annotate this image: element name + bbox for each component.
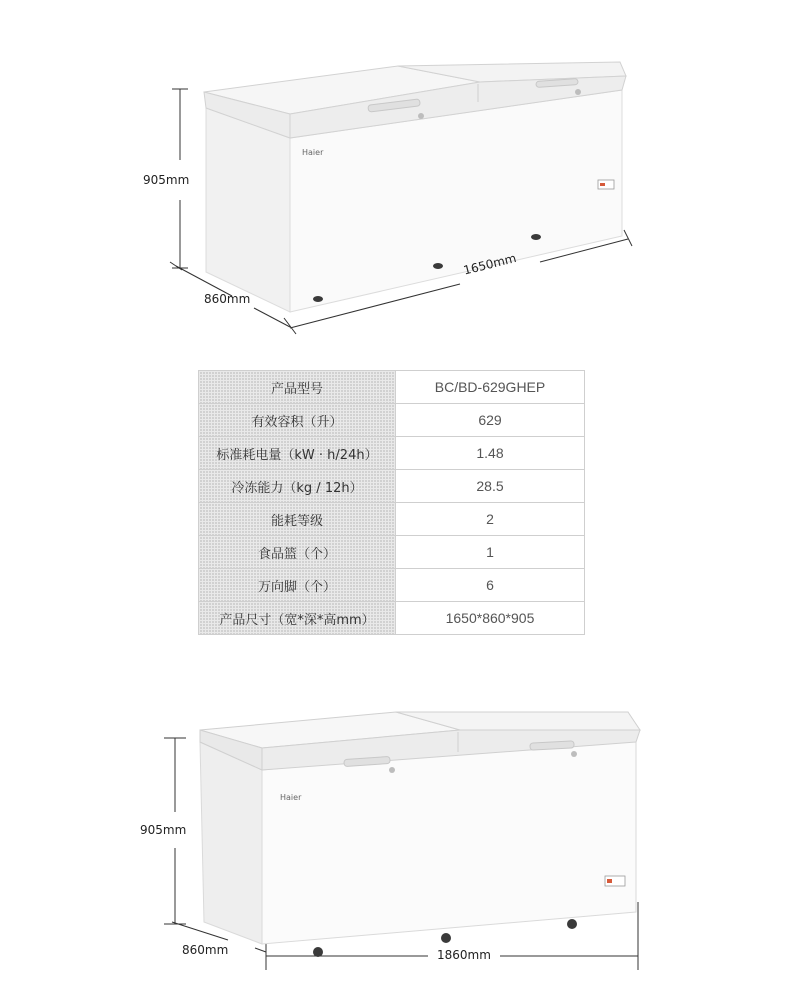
bottom-depth-label: 860mm [182,943,229,957]
table-row [199,437,585,470]
bottom-freezer-body [200,712,640,957]
spec-key: 冷冻能力（kg / 12h） [199,470,396,503]
spec-value: 2 [396,503,585,536]
top-freezer-body [204,62,626,312]
top-depth-label: 860mm [204,292,251,306]
top-freezer-drawing [0,0,790,340]
spec-value: 629 [396,404,585,437]
spec-key: 有效容积（升） [199,404,396,437]
bottom-width-label: 1860mm [437,948,491,962]
table-row [199,503,585,536]
top-height-label: 905mm [143,173,190,187]
top-width-label: 1650mm [462,250,518,278]
spec-value: 28.5 [396,470,585,503]
spec-key: 食品篮（个） [199,536,396,569]
spec-key: 产品型号 [199,371,396,404]
spec-table [198,370,585,635]
bottom-height-label: 905mm [140,823,187,837]
table-row [199,470,585,503]
table-row [199,569,585,602]
spec-key: 产品尺寸（宽*深*高mm） [199,602,396,635]
top-brand-logo: Haier [302,148,324,157]
spec-key: 标准耗电量（kW · h/24h） [199,437,396,470]
bottom-freezer-drawing [0,690,790,990]
spec-value: 1.48 [396,437,585,470]
top-freezer-figure [0,0,790,340]
spec-key: 万向脚（个） [199,569,396,602]
spec-value: 6 [396,569,585,602]
table-row [199,602,585,635]
bottom-brand-logo: Haier [280,793,302,802]
spec-value: 1 [396,536,585,569]
table-row [199,536,585,569]
spec-value: BC/BD-629GHEP [396,371,585,404]
table-row [199,404,585,437]
spec-value: 1650*860*905 [396,602,585,635]
spec-key: 能耗等级 [199,503,396,536]
bottom-freezer-figure [0,690,790,990]
table-row [199,371,585,404]
